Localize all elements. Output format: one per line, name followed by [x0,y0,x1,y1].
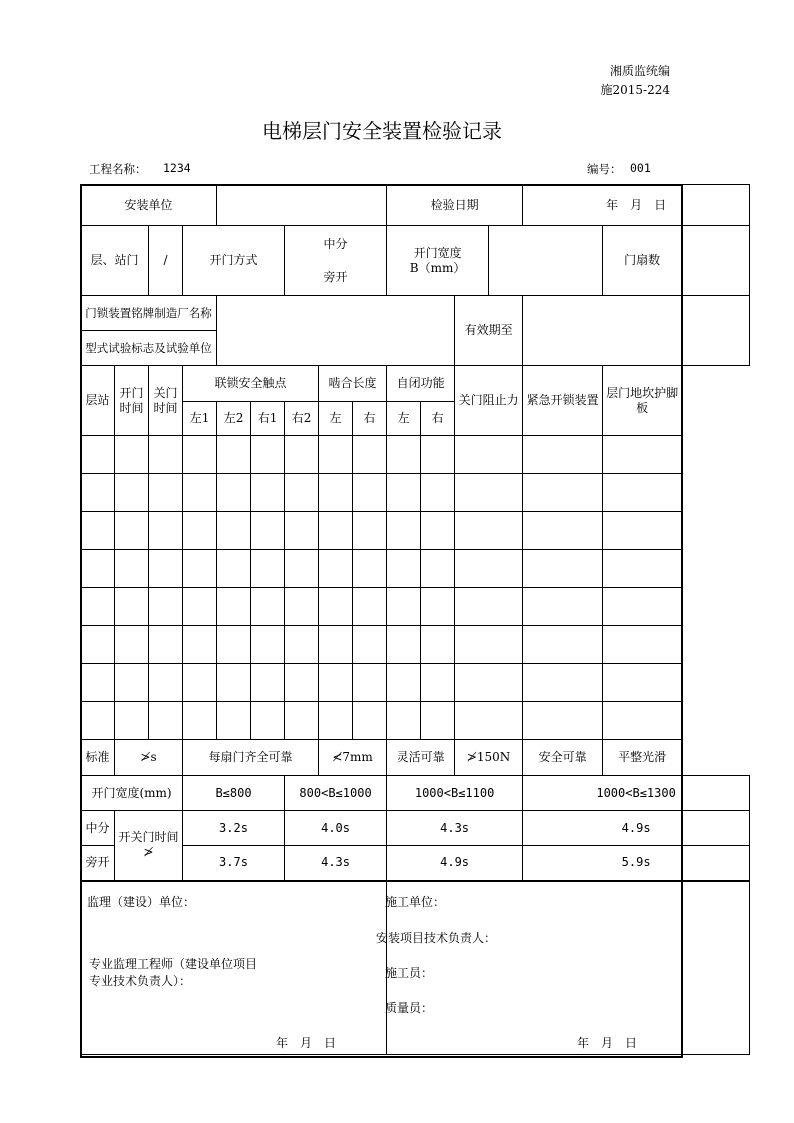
center-time-4: 4.9s [523,811,750,846]
col-floor: 层站 [81,366,115,436]
center-time-1: 3.2s [183,811,285,846]
open-mode-label: 开门方式 [183,226,285,296]
door-time-label: 开关门时间≯ [115,811,183,881]
col-engage-length: 啮合长度 [319,366,387,402]
col-self-close-left: 左 [387,402,421,436]
quality-label: 质量员： [385,1001,434,1015]
number-label: 编号： [587,162,622,176]
col-engage-left: 左 [319,402,353,436]
lock-maker-label: 门锁装置铭牌制造厂名称 [81,296,217,331]
floor-station-label: 层、站门 [81,226,149,296]
open-mode-options[interactable] [285,226,387,296]
standard-toe-guard: 平整光滑 [603,740,682,776]
col-engage-right: 右 [353,402,387,436]
col-close-time: 关门时间 [149,366,183,436]
col-left1: 左1 [183,402,217,436]
install-unit-value[interactable] [217,185,387,226]
table-row [81,474,750,512]
width-range-1: B≤800 [183,776,285,811]
mode-center: 中分 [323,236,348,251]
col-right2: 右2 [285,402,319,436]
inspect-date-label: 检验日期 [387,185,523,226]
width-label: 开门宽度(mm) [81,776,183,811]
standard-force: ≯150N [455,740,523,776]
side-time-3: 4.9s [387,846,523,881]
door-width-text: 开门宽度 [413,245,462,260]
side-open-label: 旁开 [81,846,115,881]
floor-station-value[interactable]: / [149,226,183,296]
supervisor-engineer-label: 专业监理工程师（建设单位项目专业技术负责人）： [89,957,258,988]
standard-time: ≯s [115,740,183,776]
inspection-table [80,184,750,1055]
mode-side: 旁开 [323,269,348,284]
col-open-time: 开门时间 [115,366,149,436]
tech-lead-label: 安装项目技术负责人： [376,931,497,945]
standard-engage: ≮7mm [319,740,387,776]
col-close-force: 关门阻止力 [455,366,523,436]
door-leaf-value[interactable] [682,226,750,296]
form-code-line2: 施2015-224 [600,83,670,97]
standard-self-close: 灵活可靠 [387,740,455,776]
form-code-line1: 湘质监统编 [609,64,670,78]
supervisor-date: 年 月 日 [276,1036,337,1050]
side-time-1: 3.7s [183,846,285,881]
center-time-3: 4.3s [387,811,523,846]
width-range-3: 1000<B≤1100 [387,776,523,811]
table-row [81,550,750,588]
inspect-date-value[interactable]: 年 月 日 [523,185,750,226]
table-row [81,664,750,702]
center-open-label: 中分 [81,811,115,846]
table-row [81,512,750,550]
door-leaf-label: 门扇数 [603,226,682,296]
door-width-value[interactable] [489,226,603,296]
col-self-close: 自闭功能 [387,366,455,402]
page-title: 电梯层门安全装置检验记录 [262,119,502,143]
door-width-label [387,226,489,296]
col-left2: 左2 [217,402,251,436]
col-right1: 右1 [251,402,285,436]
construction-unit-label: 施工单位： [385,895,446,909]
number-value: 001 [630,161,651,175]
center-time-2: 4.0s [285,811,387,846]
table-row [81,436,750,474]
door-width-unit: B（mm） [409,260,466,275]
table-row [81,588,750,626]
valid-until-value[interactable] [523,296,750,366]
table-row [81,626,750,664]
standard-label: 标准 [81,740,115,776]
standard-emergency: 安全可靠 [523,740,603,776]
construction-date: 年 月 日 [577,1036,638,1050]
table-row [81,702,750,740]
col-self-close-right: 右 [421,402,455,436]
side-time-2: 4.3s [285,846,387,881]
side-time-4: 5.9s [523,846,750,881]
col-toe-guard: 层门地坎护脚板 [603,366,682,436]
worker-label: 施工员： [385,966,434,980]
install-unit-label: 安装单位 [81,185,217,226]
width-range-2: 800<B≤1000 [285,776,387,811]
type-test-label: 型式试验标志及试验单位 [81,331,217,366]
project-name-label: 工程名称： [89,162,147,176]
project-name-value: 1234 [163,161,191,175]
width-range-4: 1000<B≤1300 [523,776,750,811]
valid-until-label: 有效期至 [455,296,523,366]
supervisor-unit-label: 监理（建设）单位： [87,895,196,909]
lock-maker-value[interactable] [217,296,455,366]
col-interlock: 联锁安全触点 [183,366,319,402]
col-emergency: 紧急开锁装置 [523,366,603,436]
standard-interlock: 每扇门齐全可靠 [183,740,319,776]
